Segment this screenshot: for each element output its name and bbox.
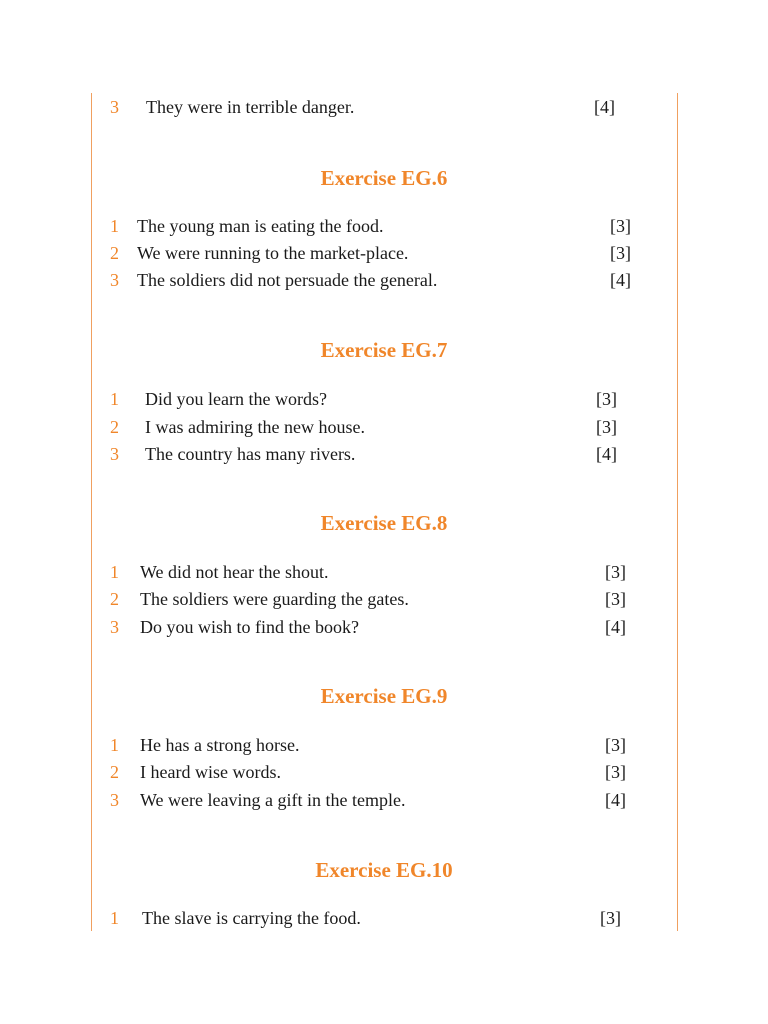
item-marks: [3] — [605, 562, 626, 582]
item-number: 3 — [110, 444, 119, 464]
exercise-item — [0, 787, 768, 813]
item-number: 3 — [110, 790, 119, 810]
item-marks: [3] — [605, 589, 626, 609]
item-sentence: They were in terrible danger. — [146, 97, 355, 117]
item-sentence: He has a strong horse. — [140, 735, 300, 755]
item-sentence: Did you learn the words? — [145, 389, 327, 409]
item-sentence: We did not hear the shout. — [140, 562, 329, 582]
item-number: 2 — [110, 589, 119, 609]
exercise-heading: Exercise EG.9 — [320, 684, 448, 708]
item-number: 1 — [110, 562, 119, 582]
item-marks: [3] — [605, 735, 626, 755]
item-sentence: The soldiers did not persuade the general. — [137, 270, 438, 290]
item-sentence: The slave is carrying the food. — [142, 908, 361, 928]
item-marks: [4] — [596, 444, 617, 464]
item-number: 2 — [110, 417, 119, 437]
exercise-heading: Exercise EG.7 — [320, 338, 448, 362]
item-marks: [4] — [605, 790, 626, 810]
item-number: 3 — [110, 97, 119, 117]
item-marks: [3] — [596, 389, 617, 409]
exercise-item — [0, 240, 768, 266]
exercise-heading: Exercise EG.10 — [315, 858, 453, 882]
item-number: 1 — [110, 389, 119, 409]
item-marks: [3] — [610, 243, 631, 263]
exercise-item — [0, 267, 768, 293]
exercise-item — [0, 614, 768, 640]
exercise-item — [0, 213, 768, 239]
exercise-item — [0, 559, 768, 585]
exercise-heading: Exercise EG.6 — [320, 166, 448, 190]
item-marks: [4] — [610, 270, 631, 290]
item-marks: [3] — [600, 908, 621, 928]
item-number: 3 — [110, 617, 119, 637]
item-number: 2 — [110, 243, 119, 263]
item-marks: [4] — [605, 617, 626, 637]
item-sentence: The soldiers were guarding the gates. — [140, 589, 409, 609]
exercise-item — [0, 386, 768, 412]
item-number: 1 — [110, 908, 119, 928]
item-sentence: We were leaving a gift in the temple. — [140, 790, 406, 810]
exercise-item — [0, 414, 768, 440]
item-sentence: I heard wise words. — [140, 762, 281, 782]
item-marks: [3] — [610, 216, 631, 236]
exercise-item — [0, 441, 768, 467]
item-sentence: The country has many rivers. — [145, 444, 356, 464]
item-sentence: Do you wish to find the book? — [140, 617, 359, 637]
item-marks: [3] — [605, 762, 626, 782]
item-sentence: We were running to the market-place. — [137, 243, 409, 263]
item-number: 2 — [110, 762, 119, 782]
item-sentence: The young man is eating the food. — [137, 216, 384, 236]
item-marks: [3] — [596, 417, 617, 437]
item-number: 1 — [110, 216, 119, 236]
item-number: 1 — [110, 735, 119, 755]
exercise-heading: Exercise EG.8 — [320, 511, 448, 535]
exercise-item — [0, 94, 768, 120]
exercise-item — [0, 732, 768, 758]
item-number: 3 — [110, 270, 119, 290]
item-sentence: I was admiring the new house. — [145, 417, 365, 437]
exercise-item — [0, 586, 768, 612]
item-marks: [4] — [594, 97, 615, 117]
exercise-item — [0, 905, 768, 931]
exercise-item — [0, 759, 768, 785]
